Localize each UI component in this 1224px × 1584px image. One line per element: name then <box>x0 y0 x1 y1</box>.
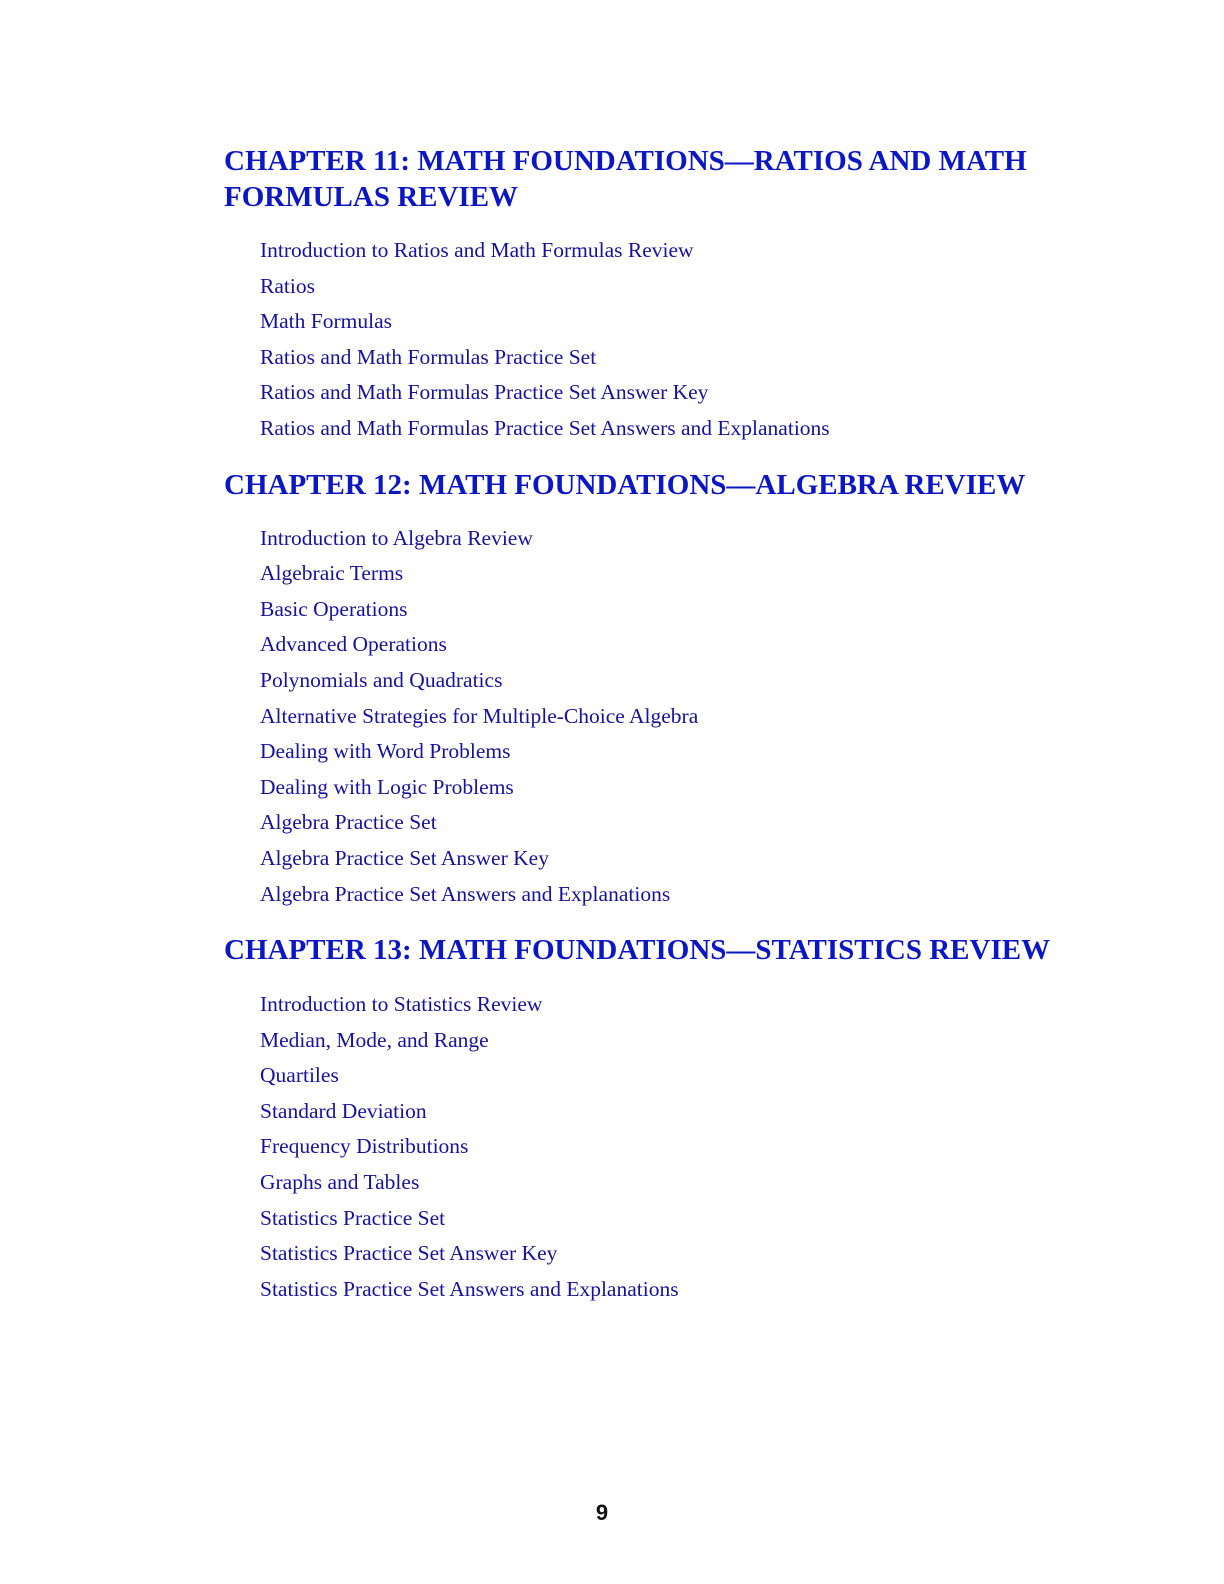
toc-link[interactable]: Ratios and Math Formulas Practice Set Answer Key <box>260 380 709 405</box>
chapter-11-entries <box>224 233 1084 447</box>
toc-link[interactable]: Dealing with Logic Problems <box>260 774 514 799</box>
chapter-12-entries <box>224 521 1084 913</box>
toc-link[interactable]: Ratios <box>260 273 315 298</box>
toc-link[interactable]: Introduction to Ratios and Math Formulas Review <box>260 238 694 262</box>
toc-entry <box>260 304 1084 340</box>
toc-entry <box>260 411 1084 447</box>
toc-entry <box>260 1058 1084 1094</box>
toc-link[interactable]: Quartiles <box>260 1063 339 1088</box>
toc-entry <box>260 1094 1084 1130</box>
toc-link[interactable]: Statistics Practice Set Answer Key <box>260 1241 558 1266</box>
chapter-11-heading[interactable]: CHAPTER 11: MATH FOUNDATIONS—RATIOS AND MATH FORMULAS REVIEW <box>224 145 1027 213</box>
toc-entry <box>260 592 1084 628</box>
toc-link[interactable]: Math Formulas <box>260 309 392 334</box>
toc-entry <box>260 233 1084 269</box>
toc-entry <box>260 663 1084 699</box>
toc-link[interactable]: Ratios and Math Formulas Practice Set <box>260 344 597 369</box>
toc-entry <box>260 805 1084 841</box>
toc-entry <box>260 556 1084 592</box>
toc-link[interactable]: Statistics Practice Set <box>260 1205 446 1230</box>
toc-link[interactable]: Standard Deviation <box>260 1098 427 1123</box>
toc-link[interactable]: Introduction to Algebra Review <box>260 525 533 550</box>
toc-entry <box>260 770 1084 806</box>
toc-entry <box>260 1129 1084 1165</box>
toc-entry <box>260 627 1084 663</box>
toc-entry <box>260 1272 1084 1308</box>
toc-entry <box>260 1236 1084 1272</box>
toc-entry <box>260 987 1084 1023</box>
toc-link[interactable]: Algebra Practice Set Answers and Explanations <box>260 881 671 906</box>
toc-link[interactable]: Algebraic Terms <box>260 561 404 586</box>
toc-link[interactable]: Introduction to Statistics Review <box>260 992 543 1017</box>
toc-link[interactable]: Statistics Practice Set Answers and Explanations <box>260 1276 679 1301</box>
toc-link[interactable]: Graphs and Tables <box>260 1170 420 1195</box>
toc-link[interactable]: Frequency Distributions <box>260 1134 469 1159</box>
toc-entry <box>260 841 1084 877</box>
toc-entry <box>260 375 1084 411</box>
toc-entry <box>260 1201 1084 1237</box>
toc-entry <box>260 1023 1084 1059</box>
page-number: 9 <box>595 1500 609 1525</box>
toc-link[interactable]: Polynomials and Quadratics <box>260 667 503 692</box>
toc-entry <box>260 699 1084 735</box>
toc-link[interactable]: Median, Mode, and Range <box>260 1027 489 1052</box>
table-of-contents <box>224 143 1084 1307</box>
toc-link[interactable]: Ratios and Math Formulas Practice Set Answers and Explanations <box>260 415 830 440</box>
toc-entry <box>260 340 1084 376</box>
toc-link[interactable]: Alternative Strategies for Multiple-Choice Algebra <box>260 703 699 728</box>
chapter-13-entries <box>224 987 1084 1307</box>
toc-link[interactable]: Basic Operations <box>260 596 408 621</box>
toc-link[interactable]: Dealing with Word Problems <box>260 739 511 764</box>
toc-entry <box>260 269 1084 305</box>
toc-entry <box>260 1165 1084 1201</box>
toc-entry <box>260 521 1084 557</box>
chapter-13-heading[interactable]: CHAPTER 13: MATH FOUNDATIONS—STATISTICS REVIEW <box>224 934 1051 967</box>
toc-entry <box>260 877 1084 913</box>
toc-link[interactable]: Algebra Practice Set Answer Key <box>260 845 549 870</box>
toc-link[interactable]: Algebra Practice Set <box>260 810 437 835</box>
toc-entry <box>260 734 1084 770</box>
toc-link[interactable]: Advanced Operations <box>260 632 447 657</box>
chapter-12-heading[interactable]: CHAPTER 12: MATH FOUNDATIONS—ALGEBRA REVIEW <box>224 468 1026 501</box>
